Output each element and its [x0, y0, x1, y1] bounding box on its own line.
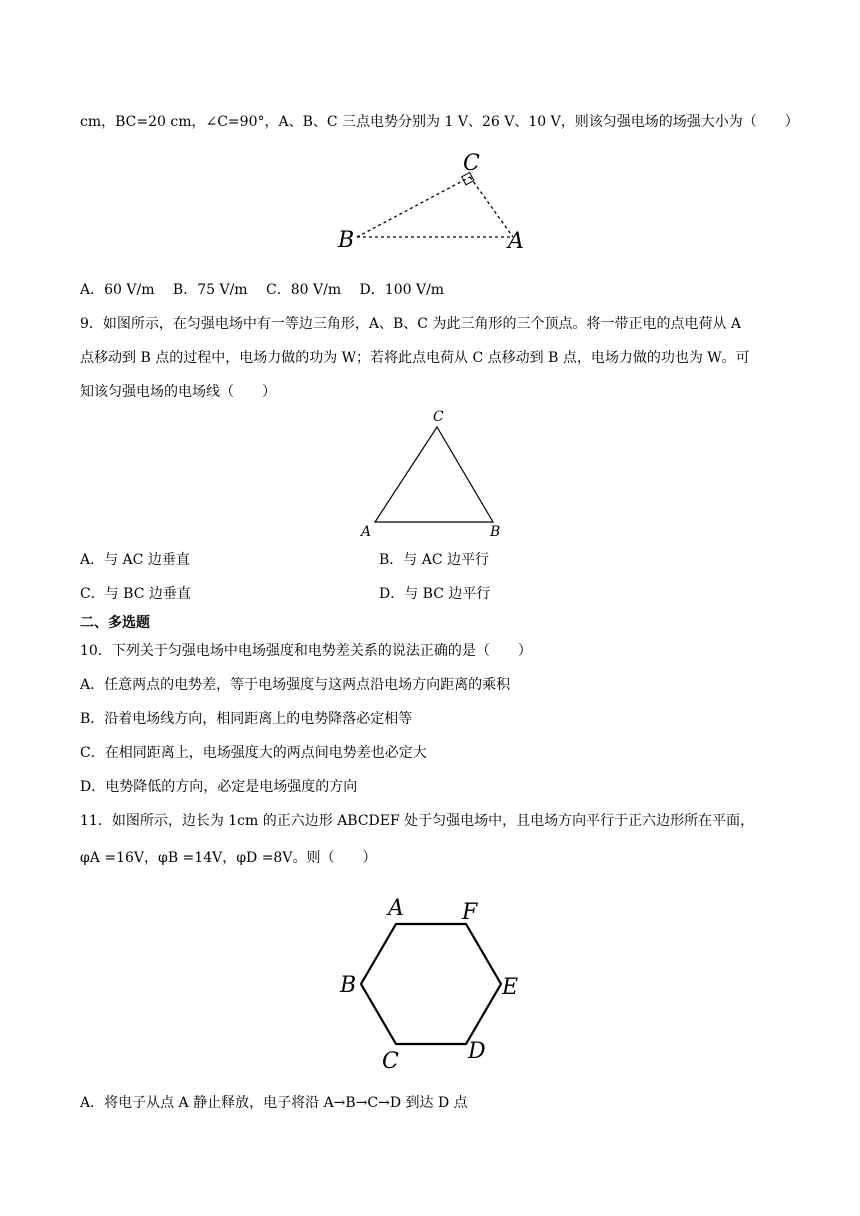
q8-stem-line: cm，BC=20 cm，∠C=90°，A、B、C 三点电势分别为 1 V、26 V、10 V，则该匀强电场的场强大小为（ ）: [80, 114, 799, 130]
q9-stem-line-2: 点移动到 B 点的过程中，电场力做的功为 W；若将此点电荷从 C 点移动到 B 点，电场力做的功也为 W。可: [80, 350, 750, 366]
q11-label-c: C: [382, 1049, 399, 1074]
q11-label-f: F: [462, 900, 478, 925]
q8-right-triangle-figure: [330, 150, 530, 254]
q11-stem-line-1: 11．如图所示，边长为 1cm 的正六边形 ABCDEF 处于匀强电场中，且电场方向平行于正六边形所在平面，: [80, 813, 755, 829]
q9-option-a: A．与 AC 边垂直: [80, 552, 190, 568]
q10-option-b: B．沿着电场线方向，相同距离上的电势降落必定相等: [80, 711, 413, 727]
q8-label-a: A: [508, 229, 524, 254]
q8-side-ca: [470, 177, 513, 237]
section-title-multi-choice: 二、多选题: [80, 615, 150, 631]
q9-stem-line-1: 9．如图所示，在匀强电场中有一等边三角形，A、B、C 为此三角形的三个顶点。将一带正电的点电荷从 A: [80, 316, 742, 332]
q8-label-c: C: [463, 151, 480, 176]
q9-option-d: D．与 BC 边平行: [379, 586, 491, 602]
q9-equilateral-triangle-figure: [355, 405, 515, 540]
q11-hexagon-figure: [335, 893, 535, 1078]
q11-label-a: A: [388, 896, 404, 921]
q11-label-d: D: [468, 1039, 486, 1064]
q8-options: A．60 V/m B．75 V/m C．80 V/m D．100 V/m: [80, 282, 445, 298]
q11-stem-line-2: φA =16V，φB =14V，φD =8V。则（ ）: [80, 850, 377, 866]
q8-side-bc: [357, 177, 470, 237]
q10-stem: 10．下列关于匀强电场中电场强度和电势差关系的说法正确的是（ ）: [80, 643, 532, 659]
q10-option-d: D．电势降低的方向，必定是电场强度的方向: [80, 779, 358, 795]
q9-stem-line-3: 知该匀强电场的电场线（ ）: [80, 384, 276, 400]
q9-option-c: C．与 BC 边垂直: [80, 586, 191, 602]
q9-triangle: [375, 427, 493, 522]
q8-label-b: B: [338, 228, 355, 253]
q9-label-a: A: [361, 524, 372, 540]
q9-label-c: C: [433, 409, 444, 425]
q10-option-a: A．任意两点的电势差，等于电场强度与这两点沿电场方向距离的乘积: [80, 677, 511, 693]
q9-label-b: B: [490, 524, 501, 540]
q9-option-b: B．与 AC 边平行: [379, 552, 490, 568]
q10-option-c: C．在相同距离上，电场强度大的两点间电势差也必定大: [80, 745, 427, 761]
q11-label-e: E: [502, 975, 519, 1000]
q11-label-b: B: [340, 973, 357, 998]
q11-option-a: A．将电子从点 A 静止释放，电子将沿 A→B→C→D 到达 D 点: [80, 1095, 468, 1111]
q11-hexagon: [361, 924, 501, 1044]
